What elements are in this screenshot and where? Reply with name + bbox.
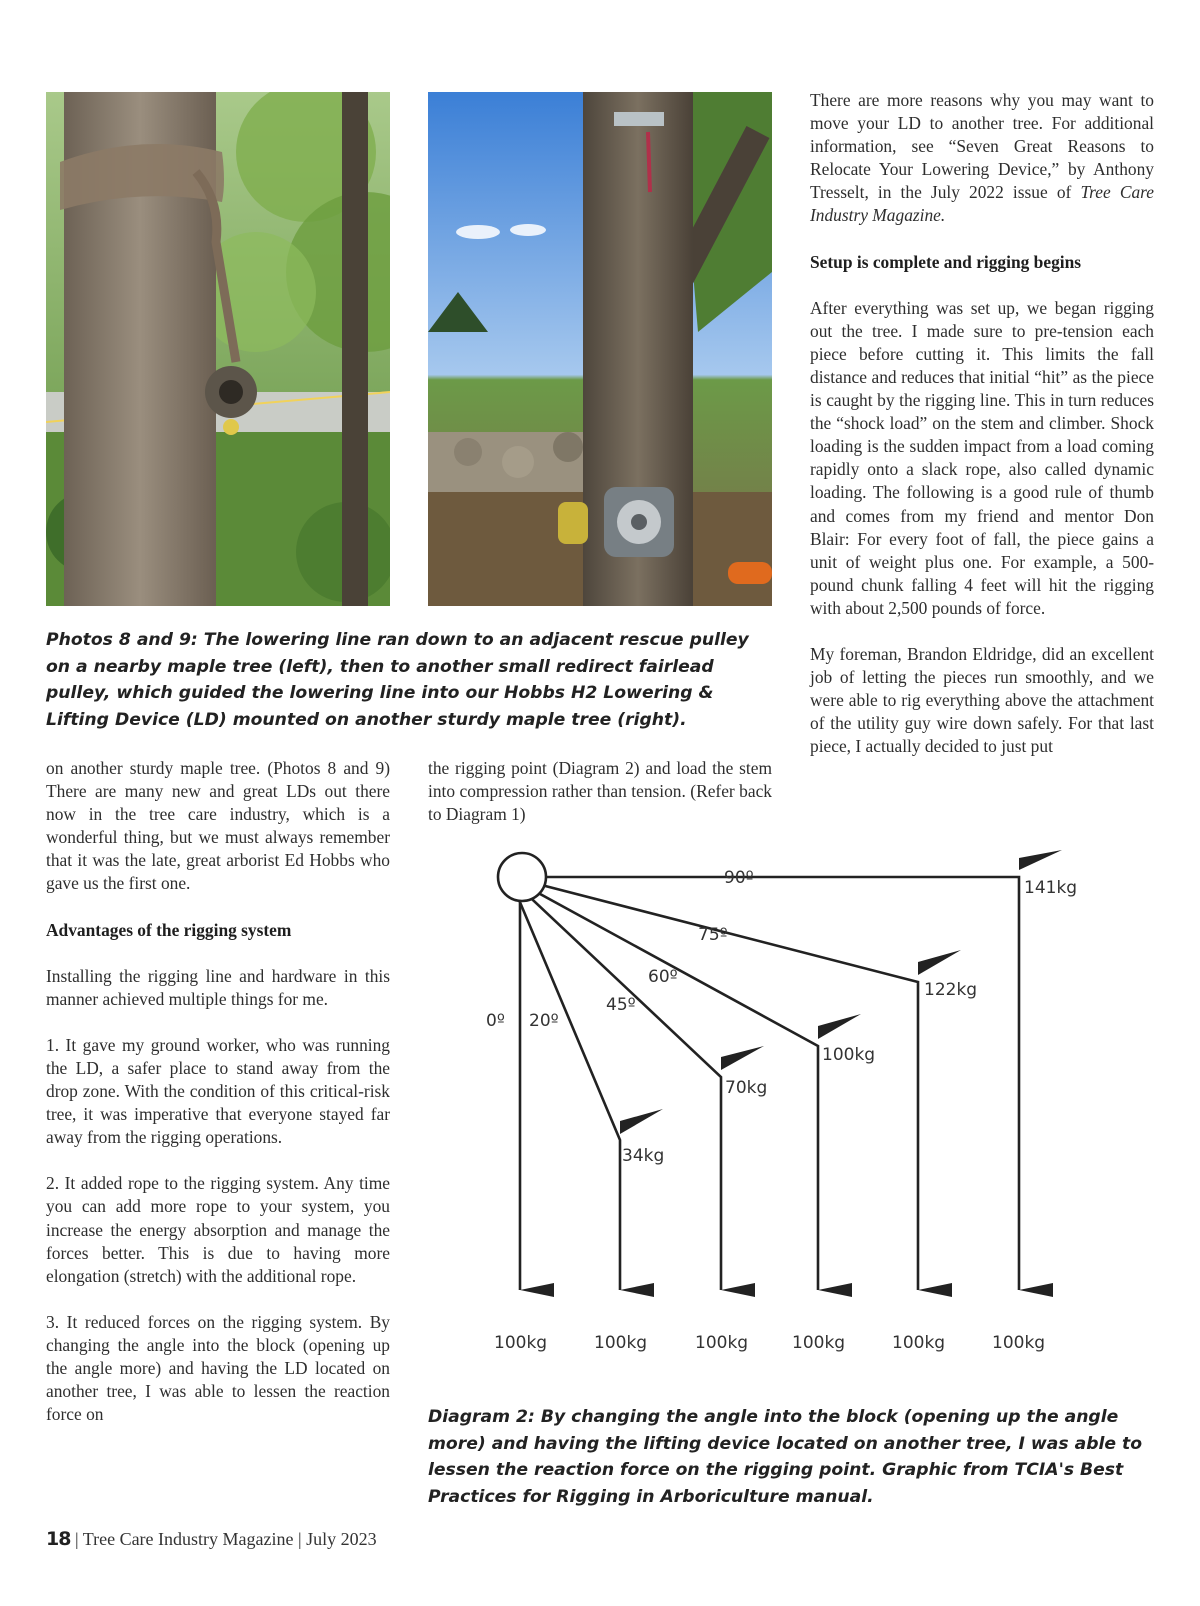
flag-45 xyxy=(721,1046,764,1070)
diagram-2-rigging-angles xyxy=(470,850,1170,1390)
right-paragraph-1-text: There are more reasons why you may want to move your LD to another tree. For additional information, see “Seven Great Reasons to Relocate Your Lowering Device,” by Anthony Tresselt, in the July 2022 issue of xyxy=(810,90,1154,203)
right-paragraph-3: My foreman, Brandon Eldridge, did an excellent job of letting the pieces run smoothly, and we were able to rig everything above the attachment of the utility guy wire down safely. For that last piece, I actually decided to just put xyxy=(810,643,1154,757)
photo-8-illustration xyxy=(46,92,390,606)
angle-label-45: 45º xyxy=(606,995,636,1015)
flag-90 xyxy=(1019,850,1062,870)
left-paragraph-3: 1. It gave my ground worker, who was running the LD, a safer place to stand away from the drop zone. With the condition of this critical-risk tree, it was imperative that everyone stayed far away from the rigging operations. xyxy=(46,1034,390,1148)
right-paragraph-2: After everything was set up, we began rigging out the tree. I made sure to pre-tension each piece before cutting it. This limits the fall distance and reduces that initial “hit” as the piece is caught by the rigging line. This in turn reduces the “shock load” on the stem and climber. Shock loading is the sudden impact from a load coming rapidly onto a slack rope, also called dynamic loading. The following is a good rule of thumb and comes from my friend and mentor Don Blair: For every foot of fall, the piece gains a unit of weight plus one. For example, a 500-pound chunk falling 4 feet will hit the rigging with about 2,500 pounds of force. xyxy=(810,297,1154,618)
heading-setup: Setup is complete and rigging begins xyxy=(810,251,1082,272)
middle-paragraph-1: the rigging point (Diagram 2) and load the stem into compression rather than tension. (Refer back to Diagram 1) xyxy=(428,758,772,825)
flag-75 xyxy=(918,950,961,975)
force-label-100kg: 100kg xyxy=(822,1045,876,1065)
load-label-4: 100kg xyxy=(792,1333,846,1353)
angle-label-0: 0º xyxy=(486,1011,505,1031)
angle-label-20: 20º xyxy=(529,1011,559,1031)
left-paragraph-4: 2. It added rope to the rigging system. Any time you can add more rope to your system, you increase the energy absorption and manage the forces better. This is due to having more elongation (stretch) with the additional rope. xyxy=(46,1173,390,1286)
right-column xyxy=(810,89,1154,758)
load-label-6: 100kg xyxy=(992,1333,1046,1353)
force-label-122kg: 122kg xyxy=(924,980,978,1000)
force-label-34kg: 34kg xyxy=(622,1146,665,1166)
left-paragraph-2: Installing the rigging line and hardware in this manner achieved multiple things for me. xyxy=(46,965,390,1009)
force-label-70kg: 70kg xyxy=(725,1078,768,1098)
page-footer xyxy=(46,1528,377,1550)
angle-label-75: 75º xyxy=(698,925,728,945)
magazine-title: Tree Care Industry Magazine. xyxy=(810,182,1154,226)
load-label-1: 100kg xyxy=(494,1333,548,1353)
photo-8-pulley-on-maple xyxy=(46,92,390,606)
angle-label-60: 60º xyxy=(648,967,678,987)
load-label-5: 100kg xyxy=(892,1333,946,1353)
photos-caption: Photos 8 and 9: The lowering line ran down to an adjacent rescue pulley on a nearby maple tree (left), then to another small redirect fairlead pulley, which guided the lowering line into our Hobbs H2 Lowering & Lifting Device (LD) mounted on another sturdy maple tree (right). xyxy=(46,630,749,730)
load-label-2: 100kg xyxy=(594,1333,648,1353)
footer-text: | Tree Care Industry Magazine | July 2023 xyxy=(70,1529,377,1549)
load-label-3: 100kg xyxy=(695,1333,749,1353)
right-paragraph-1 xyxy=(810,89,1154,228)
left-paragraph-5: 3. It reduced forces on the rigging system. By changing the angle into the block (opening up the angle more) and having the LD located on another tree, I was able to lessen the reaction force on xyxy=(46,1311,390,1425)
line-20 xyxy=(514,888,620,1290)
middle-column xyxy=(428,757,772,826)
heading-advantages: Advantages of the rigging system xyxy=(46,919,292,940)
photo-9-lowering-device xyxy=(428,92,772,606)
diagram-caption: Diagram 2: By changing the angle into the block (opening up the angle more) and having the lifting device located on another tree, I was able to lessen the reaction force on the rigging point. Graphic from TCIA's Best Practices for Rigging in Arboriculture manual. xyxy=(428,1407,1143,1507)
left-column xyxy=(46,757,390,1426)
left-paragraph-1: on another sturdy maple tree. (Photos 8 and 9) There are many new and great LDs out there now in the tree care industry, which is a wonderful thing, but we must always remember that it was the late, great arborist Ed Hobbs who gave us the first one. xyxy=(46,758,390,894)
flag-20 xyxy=(620,1109,663,1134)
flag-60 xyxy=(818,1014,861,1039)
page-number: 18 xyxy=(46,1528,71,1550)
force-label-141kg: 141kg xyxy=(1024,878,1078,898)
angle-label-90: 90º xyxy=(724,868,754,888)
photo-9-illustration xyxy=(428,92,772,606)
block-pulley xyxy=(498,853,546,901)
